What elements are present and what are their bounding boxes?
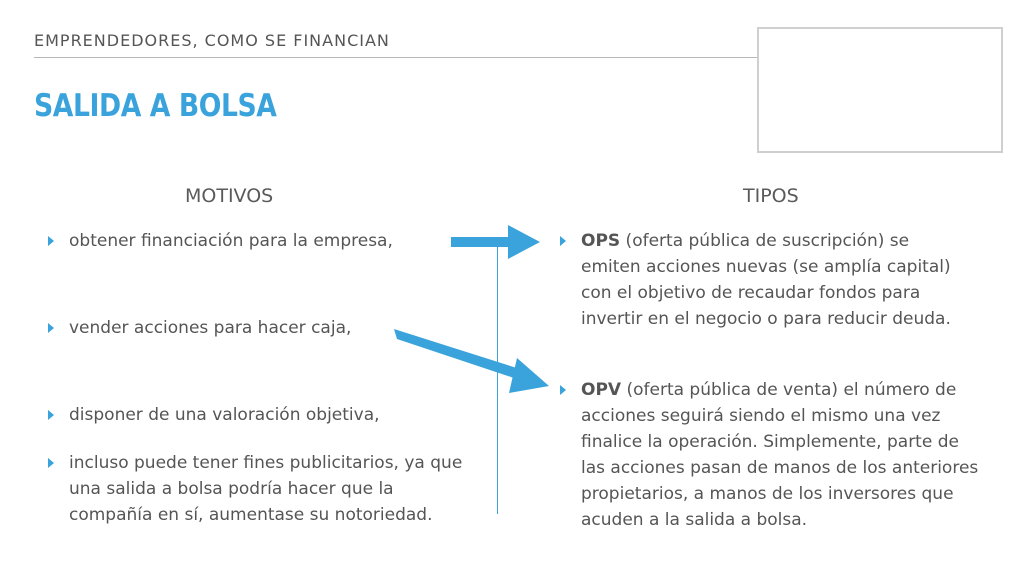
tipo-term: OPS xyxy=(581,231,621,251)
section-header: EMPRENDEDORES, COMO SE FINANCIAN xyxy=(34,31,390,50)
motivo-text: obtener financiación para la empresa, xyxy=(69,231,393,251)
arrow-financiacion-to-ops-icon xyxy=(451,225,540,259)
slide-title: SALIDA A BOLSA xyxy=(34,88,277,124)
motivo-text: incluso puede tener fines publicitarios, ya que una salida a bolsa podría hacer que la compañía en sí, aumentase su notoriedad. xyxy=(69,453,463,525)
tipo-description: (oferta pública de venta) el número de acciones seguirá siendo el mismo una vez finalice la operación. Simplemente, parte de las acciones pasan de manos de los anteriores propietarios, a manos de los inversores que acuden a la salida a bolsa. xyxy=(581,380,979,530)
tipo-description: (oferta pública de suscripción) se emiten acciones nuevas (se amplía capital) con el objetivo de recaudar fondos para invertir en el negocio o para reducir deuda. xyxy=(581,231,951,329)
tipo-term: OPV xyxy=(581,380,622,400)
motivo-text: disponer de una valoración objetiva, xyxy=(69,405,380,425)
arrow-caja-to-opv-icon xyxy=(394,329,549,393)
tipos-heading: TIPOS xyxy=(743,185,799,207)
motivos-heading: MOTIVOS xyxy=(185,185,274,207)
motivo-text: vender acciones para hacer caja, xyxy=(69,318,352,338)
